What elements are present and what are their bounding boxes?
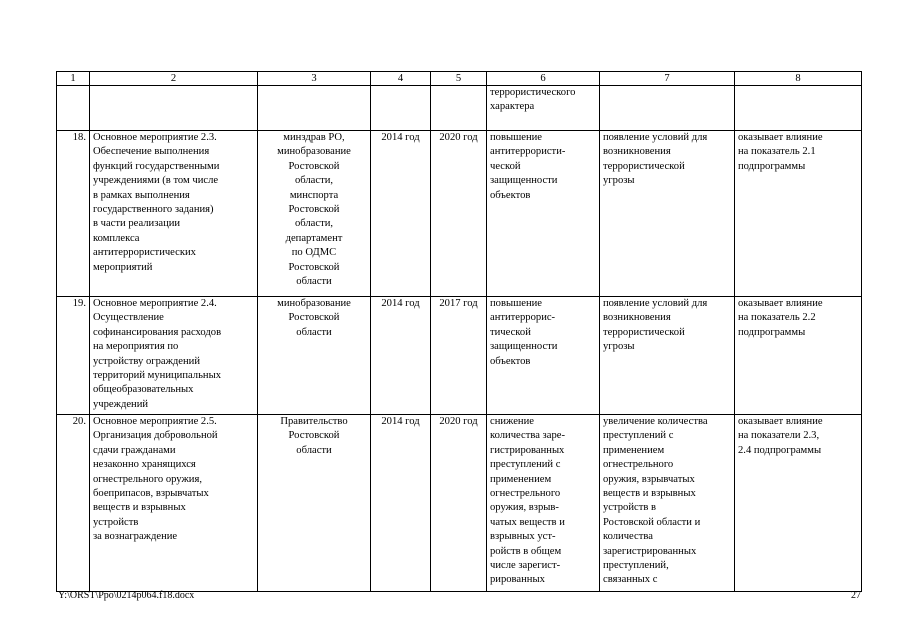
table-cell xyxy=(90,86,258,131)
table-cell xyxy=(57,86,90,131)
consequences-cell: увеличение количества преступлений с применением огнестрельного оружия, взрывчатых веществ и взрывных устройств в Ростовской области и количества зарегистрированных преступлений, связанных с xyxy=(600,415,735,592)
column-header: 8 xyxy=(735,72,862,86)
end-year-cell: 2017 год xyxy=(431,297,487,415)
row-number: 18. xyxy=(57,131,90,297)
table-cell xyxy=(600,86,735,131)
row-number: 19. xyxy=(57,297,90,415)
start-year-cell: 2014 год xyxy=(371,131,431,297)
column-header: 6 xyxy=(487,72,600,86)
row-number: 20. xyxy=(57,415,90,592)
page-number: 27 xyxy=(851,590,861,601)
table-cell xyxy=(735,86,862,131)
result-cell: повышение антитеррористи- ческой защищенности объектов xyxy=(487,131,600,297)
indicator-link-cell: оказывает влияние на показатели 2.3, 2.4 подпрограммы xyxy=(735,415,862,592)
event-cell: Основное мероприятие 2.5. Организация добровольной сдачи гражданами незаконно хранящихся огнестрельного оружия, боеприпасов, взрывчатых веществ и взрывных устройств за вознаграждение xyxy=(90,415,258,592)
indicator-link-cell: оказывает влияние на показатель 2.2 подпрограммы xyxy=(735,297,862,415)
end-year-cell: 2020 год xyxy=(431,415,487,592)
event-cell: Основное мероприятие 2.4. Осуществление софинансирования расходов на мероприятия по устройству ограждений территорий муниципальных общеобразовательных учреждений xyxy=(90,297,258,415)
column-header: 5 xyxy=(431,72,487,86)
table-cell xyxy=(371,86,431,131)
start-year-cell: 2014 год xyxy=(371,297,431,415)
result-cell: террористического характера xyxy=(487,86,600,131)
table-cell xyxy=(258,86,371,131)
result-cell: снижение количества заре- гистрированных преступлений с применением огнестрельного оружия, взрыв- чатых веществ и взрывных уст- ройств в общем числе зарегист- рированных xyxy=(487,415,600,592)
indicator-link-cell: оказывает влияние на показатель 2.1 подпрограммы xyxy=(735,131,862,297)
executor-cell: минздрав РО, минобразование Ростовской области, минспорта Ростовской области, департамент по ОДМС Ростовской области xyxy=(258,131,371,297)
consequences-cell: появление условий для возникновения террористической угрозы xyxy=(600,297,735,415)
table-cell xyxy=(431,86,487,131)
measures-table xyxy=(56,71,862,592)
continuation-row xyxy=(57,86,862,131)
executor-cell: минобразование Ростовской области xyxy=(258,297,371,415)
column-header: 4 xyxy=(371,72,431,86)
column-number-header-row xyxy=(57,72,862,86)
column-header: 3 xyxy=(258,72,371,86)
table-row xyxy=(57,297,862,415)
column-header: 1 xyxy=(57,72,90,86)
table-row xyxy=(57,415,862,592)
executor-cell: Правительство Ростовской области xyxy=(258,415,371,592)
table-row xyxy=(57,131,862,297)
file-path-footer: Y:\ORST\Ppo\0214p064.f18.docx xyxy=(58,590,195,601)
consequences-cell: появление условий для возникновения террористической угрозы xyxy=(600,131,735,297)
start-year-cell: 2014 год xyxy=(371,415,431,592)
column-header: 7 xyxy=(600,72,735,86)
result-cell: повышение антитеррорис- тической защищенности объектов xyxy=(487,297,600,415)
event-cell: Основное мероприятие 2.3. Обеспечение выполнения функций государственными учреждениями (в том числе в рамках выполнения государственного задания) в части реализации комплекса антитеррористических мероприятий xyxy=(90,131,258,297)
end-year-cell: 2020 год xyxy=(431,131,487,297)
column-header: 2 xyxy=(90,72,258,86)
